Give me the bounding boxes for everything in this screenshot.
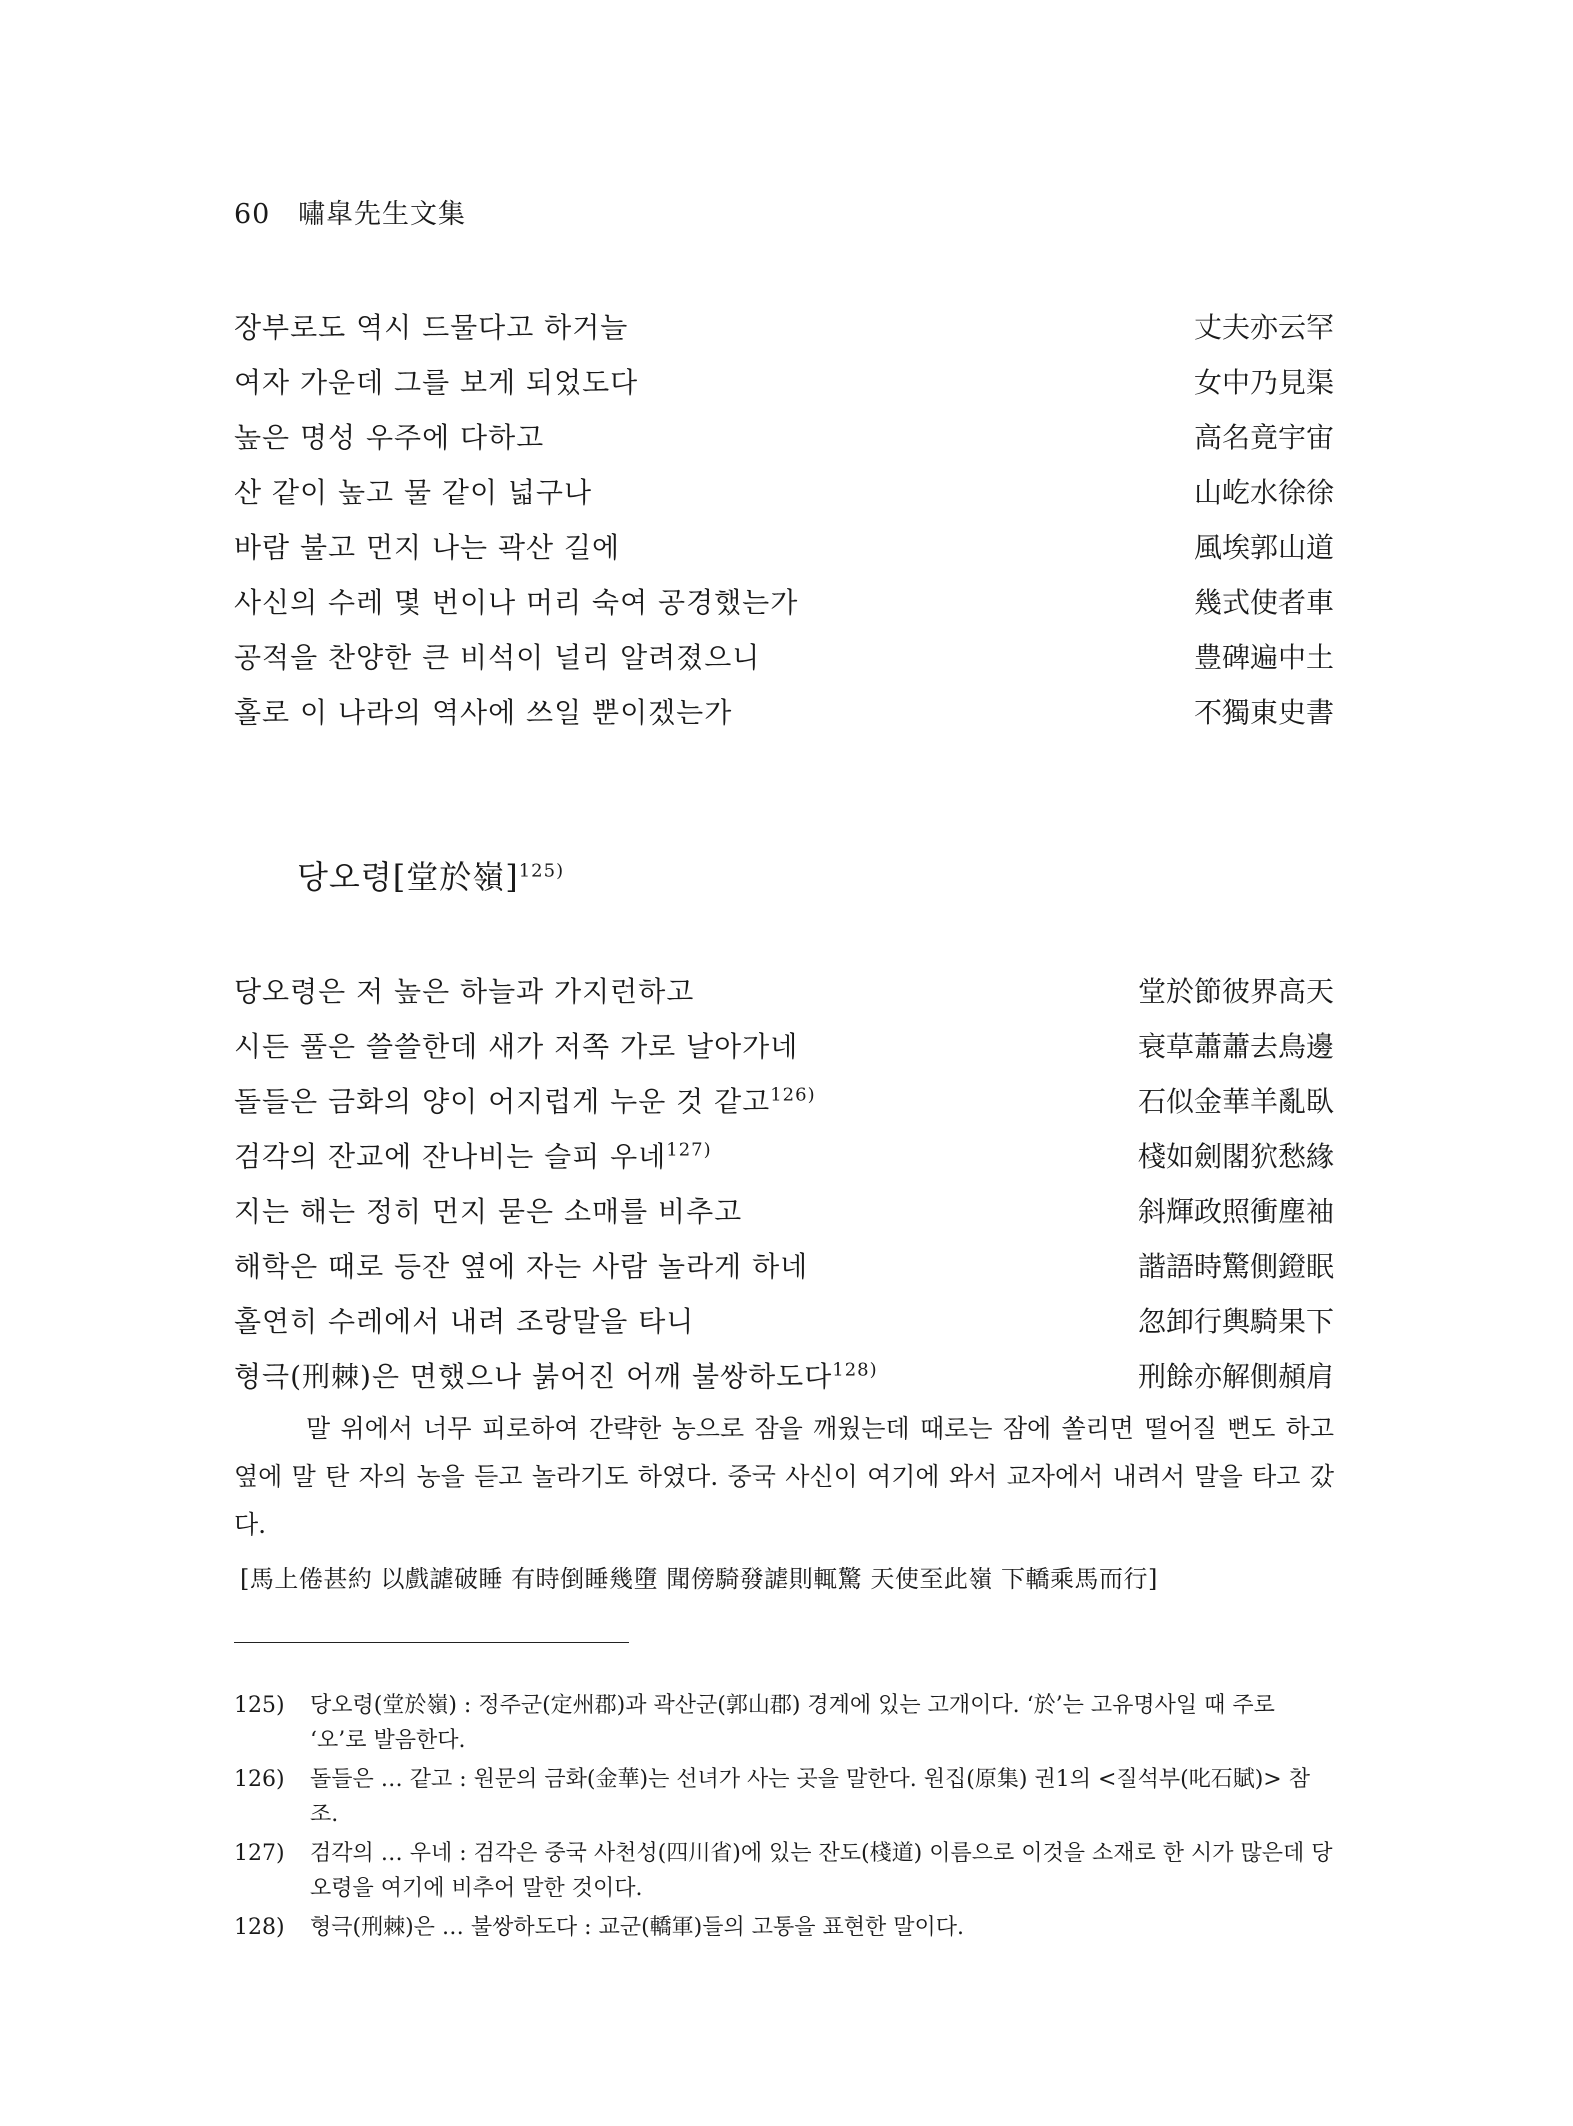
korean-verse: 장부로도 역시 드물다고 하거늘 — [234, 311, 629, 344]
korean-verse-text: 해학은 때로 등잔 옆에 자는 사람 놀라게 하네 — [234, 1250, 809, 1283]
korean-verse — [234, 1129, 712, 1184]
poem-line — [234, 1129, 1334, 1184]
poem-line — [234, 685, 1334, 740]
poem-line — [234, 465, 1334, 520]
poem-line — [234, 355, 1334, 410]
chinese-verse: 女中乃見渠 — [1193, 366, 1334, 399]
footnote-divider — [234, 1642, 629, 1643]
chinese-verse: 諧語時驚側鐙眠 — [1137, 1250, 1334, 1283]
footnotes — [234, 1688, 1334, 1949]
poem-line — [234, 1239, 1334, 1294]
chinese-verse: 棧如劍閣狖愁緣 — [1137, 1140, 1334, 1173]
poem-line — [234, 964, 1334, 1019]
poem-line — [234, 1184, 1334, 1239]
commentary-paragraph: 말 위에서 너무 피로하여 간략한 농으로 잠을 깨웠는데 때로는 잠에 쏠리면 떨어질 뻔도 하고 옆에 말 탄 자의 농을 듣고 놀라기도 하였다. 중국 사신이 여기에 와서 교자에서 내려서 말을 타고 갔다. — [234, 1414, 1334, 1539]
korean-verse: 여자 가운데 그를 보게 되었도다 — [234, 366, 639, 399]
chinese-verse: 忽卸行輿騎果下 — [1137, 1305, 1334, 1338]
chinese-verse: 不獨東史書 — [1193, 696, 1334, 729]
korean-verse-text: 시든 풀은 쓸쓸한데 새가 저쪽 가로 날아가네 — [234, 1030, 799, 1063]
chinese-verse: 豊碑遍中土 — [1193, 641, 1334, 674]
poem-line — [234, 1294, 1334, 1349]
footnote-item — [234, 1688, 1334, 1758]
chinese-verse: 衰草蕭蕭去鳥邊 — [1137, 1030, 1334, 1063]
footnote-item — [234, 1762, 1334, 1832]
poem-line — [234, 1019, 1334, 1074]
footnote-item — [234, 1910, 1334, 1945]
korean-verse — [234, 1294, 694, 1349]
chinese-verse: 幾式使者車 — [1193, 586, 1334, 619]
book-title: 嘯皐先生文集 — [297, 199, 466, 230]
footnote-number: 126) — [234, 1767, 285, 1792]
poem-line — [234, 630, 1334, 685]
poem-line — [234, 1074, 1334, 1129]
korean-verse-text: 당오령은 저 높은 하늘과 가지런하고 — [234, 975, 695, 1008]
section-title-text: 당오령[堂於嶺] — [297, 858, 519, 896]
chinese-verse: 刑餘亦解側頳肩 — [1137, 1360, 1334, 1393]
korean-verse-text: 돌들은 금화의 양이 어지럽게 누운 것 같고 — [234, 1085, 771, 1118]
korean-verse — [234, 1184, 742, 1239]
korean-verse-text: 홀연히 수레에서 내려 조랑말을 타니 — [234, 1305, 695, 1338]
page-number: 60 — [234, 199, 271, 230]
chinese-verse: 石似金華羊亂臥 — [1137, 1085, 1334, 1118]
footnote-text: 당오령(堂於嶺) : 정주군(定州郡)과 곽산군(郭山郡) 경계에 있는 고개이다. ‘於’는 고유명사일 때 주로 ‘오’로 발음한다. — [310, 1693, 1275, 1753]
footnote-ref[interactable]: 127) — [666, 1139, 712, 1161]
korean-verse: 산 같이 높고 물 같이 넓구나 — [234, 476, 593, 509]
korean-verse — [234, 1349, 878, 1404]
korean-verse — [234, 1239, 808, 1294]
footnote-ref[interactable]: 128) — [832, 1359, 878, 1381]
korean-verse: 바람 불고 먼지 나는 곽산 길에 — [234, 531, 621, 564]
commentary-original: [馬上倦甚約 以戲謔破睡 有時倒睡幾墮 聞傍騎發謔則輒驚 天使至此嶺 下轎乘馬而行] — [240, 1565, 1158, 1593]
footnote-item — [234, 1836, 1334, 1906]
chinese-verse: 丈夫亦云罕 — [1193, 311, 1334, 344]
chinese-verse: 山屹水徐徐 — [1193, 476, 1334, 509]
chinese-verse: 風埃郭山道 — [1193, 531, 1334, 564]
korean-verse: 공적을 찬양한 큰 비석이 널리 알려졌으니 — [234, 641, 761, 674]
poem-first — [234, 300, 1334, 740]
footnote-number: 125) — [234, 1693, 285, 1718]
footnote-text: 형극(刑棘)은 … 불쌍하도다 : 교군(轎軍)들의 고통을 표현한 말이다. — [310, 1915, 964, 1940]
korean-verse-text: 검각의 잔교에 잔나비는 슬피 우네 — [234, 1140, 667, 1173]
poem-line — [234, 575, 1334, 630]
korean-verse — [234, 1019, 798, 1074]
footnote-text: 검각의 … 우네 : 검각은 중국 사천성(四川省)에 있는 잔도(棧道) 이름으로 이것을 소재로 한 시가 많은데 당오령을 여기에 비추어 말한 것이다. — [310, 1841, 1333, 1901]
poem-line — [234, 410, 1334, 465]
section-title — [297, 852, 564, 898]
footnote-number: 128) — [234, 1915, 285, 1940]
poem-line — [234, 520, 1334, 575]
poem-line — [234, 300, 1334, 355]
running-head — [234, 192, 466, 231]
footnote-number: 127) — [234, 1841, 285, 1866]
commentary — [234, 1405, 1334, 1603]
chinese-verse: 斜輝政照衝塵袖 — [1137, 1195, 1334, 1228]
korean-verse: 홀로 이 나라의 역사에 쓰일 뿐이겠는가 — [234, 696, 733, 729]
chinese-verse: 堂於節彼界高天 — [1137, 975, 1334, 1008]
footnote-ref[interactable]: 126) — [770, 1084, 816, 1106]
korean-verse: 높은 명성 우주에 다하고 — [234, 421, 545, 454]
korean-verse-text: 지는 해는 정히 먼지 묻은 소매를 비추고 — [234, 1195, 743, 1228]
korean-verse — [234, 964, 694, 1019]
poem-line — [234, 1349, 1334, 1404]
poem-second — [234, 964, 1334, 1404]
korean-verse: 사신의 수레 몇 번이나 머리 숙여 공경했는가 — [234, 586, 799, 619]
chinese-verse: 高名竟宇宙 — [1193, 421, 1334, 454]
korean-verse — [234, 1074, 816, 1129]
footnote-text: 돌들은 … 같고 : 원문의 금화(金華)는 선녀가 사는 곳을 말한다. 원집(原集) 권1의 <질석부(叱石賦)> 참조. — [310, 1767, 1310, 1827]
footnote-ref[interactable]: 125) — [518, 860, 565, 882]
korean-verse-text: 형극(刑棘)은 면했으나 붉어진 어깨 불쌍하도다 — [234, 1360, 833, 1393]
